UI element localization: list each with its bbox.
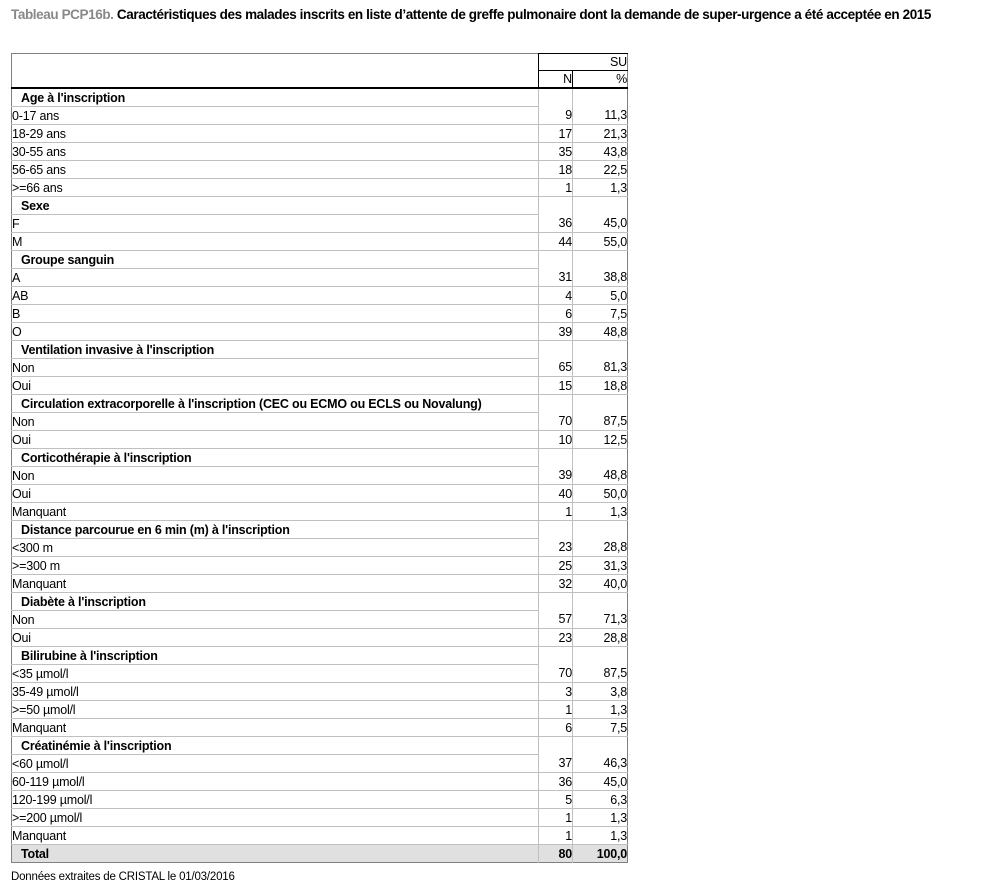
table-row [12,413,628,431]
section-header-row [12,197,628,215]
characteristics-table [11,53,628,863]
table-title-text: Caractéristiques des malades inscrits en liste d’attente de greffe pulmonaire dont la demande de super-urgence a été acceptée en 2015 [116,7,932,22]
row-n-value: 4 [539,287,573,305]
row-n-value: 3 [539,683,573,701]
table-row [12,683,628,701]
row-pct-value: 45,0 [573,773,628,791]
section-label: Circulation extracorporelle à l'inscription (CEC ou ECMO ou ECLS ou Novalung) [12,395,539,413]
section-n-cell [539,647,573,665]
section-n-cell [539,395,573,413]
row-pct-value: 48,8 [603,468,627,483]
table-header [12,54,628,89]
row-label: Non [12,467,539,485]
row-pct-value: 48,8 [573,323,628,341]
row-label: <60 µmol/l [12,755,539,773]
row-pct-value: 87,5 [603,666,627,681]
table-row [12,611,628,629]
section-header-row [12,647,628,665]
row-n-value: 70 [539,665,573,683]
row-label: Oui [12,485,539,503]
table-row [12,755,628,773]
table-row [12,323,628,341]
table-title [11,6,959,24]
table-row [12,485,628,503]
row-n-value: 37 [539,755,573,773]
row-label: >=200 µmol/l [12,809,539,827]
row-n-value: 25 [539,557,573,575]
row-label: >=66 ans [12,179,539,197]
total-pct-value: 100,0 [573,845,628,863]
table-row [12,503,628,521]
section-label: Distance parcourue en 6 min (m) à l'inscription [12,521,539,539]
row-pct-value: 7,5 [573,305,628,323]
row-pct-value: 12,5 [573,431,628,449]
total-n-value: 80 [539,845,573,863]
row-label: Non [12,611,539,629]
row-n-value: 44 [539,233,573,251]
row-label: Oui [12,377,539,395]
section-n-cell [539,251,573,269]
row-pct-value: 1,3 [573,701,628,719]
header-n-cell: N [539,71,573,89]
row-n-value: 31 [539,269,573,287]
row-label: Manquant [12,503,539,521]
row-pct-value: 7,5 [573,719,628,737]
header-label-cell [12,54,539,89]
section-pct-cell [573,449,628,467]
row-label: 30-55 ans [12,143,539,161]
table-row [12,629,628,647]
row-label: AB [12,287,539,305]
section-pct-cell [573,88,628,107]
section-header-row [12,737,628,755]
row-n-value: 15 [539,377,573,395]
row-n-value: 18 [539,161,573,179]
row-label: M [12,233,539,251]
row-pct-value: 28,8 [573,629,628,647]
section-n-cell [539,521,573,539]
table-title-prefix: Tableau PCP16b. [11,7,114,22]
row-n-value: 1 [539,179,573,197]
table-row [12,161,628,179]
row-pct-value: 87,5 [603,414,627,429]
section-label: Ventilation invasive à l'inscription [12,341,539,359]
section-label: Sexe [12,197,539,215]
header-group-row [12,54,628,71]
row-n-value: 10 [539,431,573,449]
section-header-row [12,251,628,269]
section-pct-cell [573,521,628,539]
table-row [12,233,628,251]
row-pct-value: 45,0 [603,216,627,231]
row-label: 0-17 ans [12,107,539,125]
section-pct-cell [573,197,628,215]
section-n-cell [539,341,573,359]
header-su-cell: SU [539,54,628,71]
table-row [12,701,628,719]
table-row [12,575,628,593]
section-n-cell [539,737,573,755]
row-pct-value: 22,5 [573,161,628,179]
row-pct-value: 5,0 [573,287,628,305]
section-header-row [12,395,628,413]
row-pct-value: 38,8 [603,270,627,285]
row-label: <35 µmol/l [12,665,539,683]
row-pct-value: 28,8 [603,540,627,555]
row-pct-value: 1,3 [573,809,628,827]
table-row [12,305,628,323]
row-n-value: 6 [539,305,573,323]
section-label: Corticothérapie à l'inscription [12,449,539,467]
table-body [12,88,628,863]
data-source-note: Données extraites de CRISTAL le 01/03/2016 [11,871,235,883]
section-pct-cell [573,341,628,359]
row-label: Non [12,413,539,431]
section-n-cell [539,593,573,611]
table-row [12,827,628,845]
row-pct-value: 1,3 [573,503,628,521]
total-label: Total [12,845,539,863]
section-header-row [12,521,628,539]
row-n-value: 1 [539,503,573,521]
table-row [12,467,628,485]
row-label: 18-29 ans [12,125,539,143]
row-label: >=300 m [12,557,539,575]
row-pct-value: 18,8 [573,377,628,395]
section-n-cell [539,449,573,467]
table-row [12,539,628,557]
section-label: Age à l'inscription [12,88,539,107]
row-n-value: 39 [539,323,573,341]
section-pct-cell [573,593,628,611]
table-row [12,665,628,683]
row-n-value: 17 [539,125,573,143]
row-label: 60-119 µmol/l [12,773,539,791]
row-label: <300 m [12,539,539,557]
table-row [12,557,628,575]
row-label: O [12,323,539,341]
row-label: Oui [12,431,539,449]
row-pct-value: 21,3 [573,125,628,143]
table-row [12,359,628,377]
row-pct-value: 1,3 [573,179,628,197]
row-label: Manquant [12,719,539,737]
row-label: Manquant [12,827,539,845]
row-n-value: 39 [539,467,573,485]
row-n-value: 1 [539,809,573,827]
row-n-value: 23 [539,539,573,557]
total-row [12,845,628,863]
table-row [12,269,628,287]
section-header-row [12,88,628,107]
section-n-cell [539,88,573,107]
row-pct-value: 6,3 [573,791,628,809]
row-label: 35-49 µmol/l [12,683,539,701]
row-pct-value: 81,3 [603,360,627,375]
row-pct-value: 31,3 [573,557,628,575]
row-n-value: 65 [539,359,573,377]
table-row [12,809,628,827]
row-pct-value: 71,3 [603,612,627,627]
row-pct-value: 11,3 [604,108,627,123]
table-row [12,773,628,791]
row-label: 120-199 µmol/l [12,791,539,809]
table-row [12,377,628,395]
section-pct-cell [573,647,628,665]
section-label: Diabète à l'inscription [12,593,539,611]
section-label: Groupe sanguin [12,251,539,269]
table-row [12,791,628,809]
section-pct-cell [573,251,628,269]
section-label: Créatinémie à l'inscription [12,737,539,755]
row-label: F [12,215,539,233]
section-header-row [12,341,628,359]
table-row [12,719,628,737]
section-header-row [12,449,628,467]
table-row [12,125,628,143]
row-n-value: 1 [539,701,573,719]
table-row [12,179,628,197]
row-label: Non [12,359,539,377]
table-row [12,143,628,161]
row-n-value: 6 [539,719,573,737]
row-label: A [12,269,539,287]
row-n-value: 9 [539,107,573,125]
table-row [12,431,628,449]
table-row [12,107,628,125]
table-row [12,215,628,233]
row-n-value: 57 [539,611,573,629]
row-n-value: 35 [539,143,573,161]
header-pct-cell: % [573,71,628,89]
row-label: Oui [12,629,539,647]
section-header-row [12,593,628,611]
row-pct-value: 43,8 [573,143,628,161]
row-n-value: 1 [539,827,573,845]
row-n-value: 40 [539,485,573,503]
row-n-value: 23 [539,629,573,647]
row-n-value: 5 [539,791,573,809]
row-pct-value: 40,0 [573,575,628,593]
row-pct-value: 3,8 [573,683,628,701]
row-n-value: 32 [539,575,573,593]
row-n-value: 70 [539,413,573,431]
section-pct-cell [573,395,628,413]
section-pct-cell [573,737,628,755]
row-label: B [12,305,539,323]
row-label: >=50 µmol/l [12,701,539,719]
row-pct-value: 55,0 [573,233,628,251]
row-pct-value: 46,3 [603,756,627,771]
row-n-value: 36 [539,215,573,233]
section-n-cell [539,197,573,215]
row-label: 56-65 ans [12,161,539,179]
row-label: Manquant [12,575,539,593]
section-label: Bilirubine à l'inscription [12,647,539,665]
table-row [12,287,628,305]
row-pct-value: 50,0 [573,485,628,503]
row-pct-value: 1,3 [573,827,628,845]
row-n-value: 36 [539,773,573,791]
